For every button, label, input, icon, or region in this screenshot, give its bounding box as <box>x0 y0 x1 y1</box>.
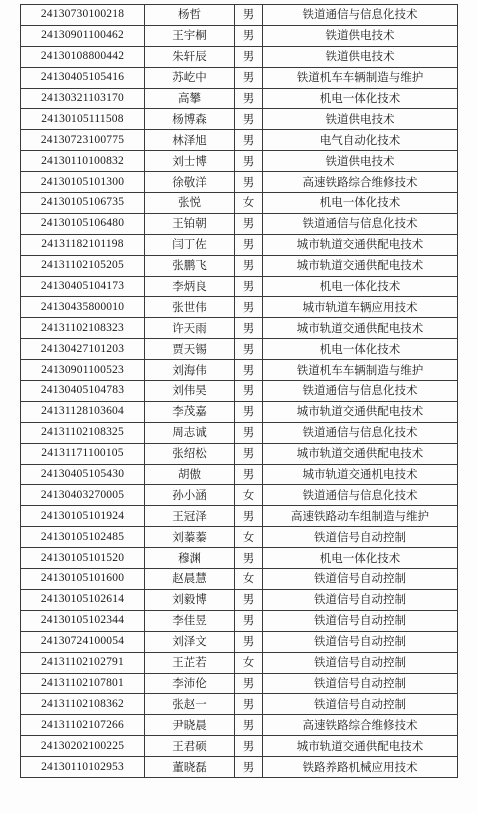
table-row <box>21 694 458 715</box>
table-row <box>21 673 458 694</box>
table-row <box>21 736 458 757</box>
gender-cell: 男 <box>235 757 263 778</box>
major-cell: 铁道供电技术 <box>263 46 458 67</box>
gender-cell: 男 <box>235 381 263 402</box>
table-row <box>21 213 458 234</box>
exam-number-cell: 24131102108325 <box>21 422 145 443</box>
exam-number-cell: 24130405104783 <box>21 381 145 402</box>
major-cell: 机电一体化技术 <box>263 88 458 109</box>
roster-body <box>21 5 458 778</box>
major-cell: 城市轨道交通供配电技术 <box>263 318 458 339</box>
table-row <box>21 757 458 778</box>
table-row <box>21 631 458 652</box>
table-row <box>21 46 458 67</box>
table-row <box>21 5 458 26</box>
student-name-cell: 李炳良 <box>145 276 235 297</box>
gender-cell: 男 <box>235 673 263 694</box>
gender-cell: 男 <box>235 589 263 610</box>
gender-cell: 男 <box>235 151 263 172</box>
gender-cell: 男 <box>235 25 263 46</box>
major-cell: 高速铁路动车组制造与维护 <box>263 506 458 527</box>
table-row <box>21 527 458 548</box>
exam-number-cell: 24131171100105 <box>21 443 145 464</box>
major-cell: 城市轨道车辆应用技术 <box>263 297 458 318</box>
gender-cell: 男 <box>235 255 263 276</box>
major-cell: 城市轨道交通供配电技术 <box>263 234 458 255</box>
major-cell: 城市轨道交通供配电技术 <box>263 736 458 757</box>
exam-number-cell: 24130405105430 <box>21 464 145 485</box>
student-name-cell: 许天雨 <box>145 318 235 339</box>
student-name-cell: 李佳昱 <box>145 610 235 631</box>
table-row <box>21 443 458 464</box>
gender-cell: 男 <box>235 339 263 360</box>
major-cell: 高速铁路综合维修技术 <box>263 172 458 193</box>
exam-number-cell: 24130105106480 <box>21 213 145 234</box>
major-cell: 铁道信号自动控制 <box>263 694 458 715</box>
gender-cell: 男 <box>235 109 263 130</box>
major-cell: 铁道信号自动控制 <box>263 631 458 652</box>
exam-number-cell: 24130901100462 <box>21 25 145 46</box>
gender-cell: 男 <box>235 88 263 109</box>
table-row <box>21 276 458 297</box>
table-row <box>21 109 458 130</box>
student-name-cell: 刘蓁蓁 <box>145 527 235 548</box>
gender-cell: 女 <box>235 485 263 506</box>
major-cell: 铁道通信与信息化技术 <box>263 422 458 443</box>
student-name-cell: 杨哲 <box>145 5 235 26</box>
exam-number-cell: 24130105102344 <box>21 610 145 631</box>
table-row <box>21 234 458 255</box>
table-row <box>21 318 458 339</box>
major-cell: 铁道供电技术 <box>263 151 458 172</box>
exam-number-cell: 24130403270005 <box>21 485 145 506</box>
exam-number-cell: 24130730100218 <box>21 5 145 26</box>
gender-cell: 女 <box>235 193 263 214</box>
major-cell: 铁道信号自动控制 <box>263 527 458 548</box>
major-cell: 铁道机车车辆制造与维护 <box>263 360 458 381</box>
student-name-cell: 李茂嘉 <box>145 401 235 422</box>
gender-cell: 男 <box>235 276 263 297</box>
exam-number-cell: 24130724100054 <box>21 631 145 652</box>
student-name-cell: 张绍松 <box>145 443 235 464</box>
student-name-cell: 苏屹中 <box>145 67 235 88</box>
table-row <box>21 548 458 569</box>
table-row <box>21 255 458 276</box>
gender-cell: 男 <box>235 5 263 26</box>
table-row <box>21 652 458 673</box>
student-name-cell: 刘伟昊 <box>145 381 235 402</box>
table-row <box>21 610 458 631</box>
student-name-cell: 高攀 <box>145 88 235 109</box>
student-name-cell: 张鹏飞 <box>145 255 235 276</box>
major-cell: 铁道信号自动控制 <box>263 673 458 694</box>
student-name-cell: 徐敬洋 <box>145 172 235 193</box>
student-name-cell: 林泽旭 <box>145 130 235 151</box>
table-row <box>21 422 458 443</box>
table-row <box>21 569 458 590</box>
exam-number-cell: 24130108800442 <box>21 46 145 67</box>
student-name-cell: 赵晨慧 <box>145 569 235 590</box>
major-cell: 铁道信号自动控制 <box>263 652 458 673</box>
gender-cell: 男 <box>235 234 263 255</box>
major-cell: 铁路养路机械应用技术 <box>263 757 458 778</box>
major-cell: 高速铁路综合维修技术 <box>263 715 458 736</box>
table-row <box>21 360 458 381</box>
exam-number-cell: 24130723100775 <box>21 130 145 151</box>
major-cell: 机电一体化技术 <box>263 339 458 360</box>
table-row <box>21 339 458 360</box>
gender-cell: 男 <box>235 610 263 631</box>
gender-cell: 男 <box>235 297 263 318</box>
table-row <box>21 715 458 736</box>
major-cell: 铁道供电技术 <box>263 25 458 46</box>
gender-cell: 男 <box>235 548 263 569</box>
major-cell: 铁道通信与信息化技术 <box>263 213 458 234</box>
exam-number-cell: 24130105101300 <box>21 172 145 193</box>
major-cell: 城市轨道交通机电技术 <box>263 464 458 485</box>
gender-cell: 男 <box>235 631 263 652</box>
student-name-cell: 王冠泽 <box>145 506 235 527</box>
exam-number-cell: 24130105102614 <box>21 589 145 610</box>
student-name-cell: 张赵一 <box>145 694 235 715</box>
student-name-cell: 王君硕 <box>145 736 235 757</box>
major-cell: 电气自动化技术 <box>263 130 458 151</box>
student-name-cell: 李沛伦 <box>145 673 235 694</box>
exam-number-cell: 24130110100832 <box>21 151 145 172</box>
student-name-cell: 闫丁佐 <box>145 234 235 255</box>
exam-number-cell: 24131102108323 <box>21 318 145 339</box>
major-cell: 铁道信号自动控制 <box>263 589 458 610</box>
exam-number-cell: 24131102107801 <box>21 673 145 694</box>
gender-cell: 女 <box>235 527 263 548</box>
gender-cell: 男 <box>235 443 263 464</box>
major-cell: 机电一体化技术 <box>263 193 458 214</box>
student-name-cell: 张世伟 <box>145 297 235 318</box>
student-name-cell: 周志诚 <box>145 422 235 443</box>
exam-number-cell: 24130105101520 <box>21 548 145 569</box>
student-name-cell: 刘士博 <box>145 151 235 172</box>
student-name-cell: 尹晓晨 <box>145 715 235 736</box>
major-cell: 铁道通信与信息化技术 <box>263 381 458 402</box>
exam-number-cell: 24131102107266 <box>21 715 145 736</box>
major-cell: 城市轨道交通供配电技术 <box>263 401 458 422</box>
exam-number-cell: 24130105106735 <box>21 193 145 214</box>
exam-number-cell: 24131182101198 <box>21 234 145 255</box>
gender-cell: 女 <box>235 652 263 673</box>
major-cell: 铁道供电技术 <box>263 109 458 130</box>
gender-cell: 男 <box>235 46 263 67</box>
major-cell: 城市轨道交通供配电技术 <box>263 255 458 276</box>
gender-cell: 男 <box>235 694 263 715</box>
table-row <box>21 172 458 193</box>
student-name-cell: 王铂朝 <box>145 213 235 234</box>
student-name-cell: 王芷若 <box>145 652 235 673</box>
table-row <box>21 506 458 527</box>
exam-number-cell: 24130405105416 <box>21 67 145 88</box>
student-name-cell: 王宇桐 <box>145 25 235 46</box>
gender-cell: 男 <box>235 422 263 443</box>
student-name-cell: 穆渊 <box>145 548 235 569</box>
gender-cell: 男 <box>235 67 263 88</box>
exam-number-cell: 24130110102953 <box>21 757 145 778</box>
table-row <box>21 401 458 422</box>
table-row <box>21 193 458 214</box>
student-name-cell: 杨博森 <box>145 109 235 130</box>
exam-number-cell: 24130405104173 <box>21 276 145 297</box>
major-cell: 城市轨道交通供配电技术 <box>263 443 458 464</box>
gender-cell: 男 <box>235 506 263 527</box>
exam-number-cell: 24130321103170 <box>21 88 145 109</box>
table-row <box>21 151 458 172</box>
exam-number-cell: 24130202100225 <box>21 736 145 757</box>
gender-cell: 男 <box>235 715 263 736</box>
exam-number-cell: 24131102108362 <box>21 694 145 715</box>
major-cell: 铁道机车车辆制造与维护 <box>263 67 458 88</box>
exam-number-cell: 24130105111508 <box>21 109 145 130</box>
exam-number-cell: 24130105101600 <box>21 569 145 590</box>
table-row <box>21 589 458 610</box>
gender-cell: 男 <box>235 318 263 339</box>
student-name-cell: 董晓磊 <box>145 757 235 778</box>
gender-cell: 男 <box>235 464 263 485</box>
table-row <box>21 297 458 318</box>
student-name-cell: 刘泽文 <box>145 631 235 652</box>
student-name-cell: 刘毅博 <box>145 589 235 610</box>
table-row <box>21 25 458 46</box>
table-row <box>21 381 458 402</box>
exam-number-cell: 24130427101203 <box>21 339 145 360</box>
student-name-cell: 朱轩辰 <box>145 46 235 67</box>
exam-number-cell: 24130901100523 <box>21 360 145 381</box>
exam-number-cell: 24130105101924 <box>21 506 145 527</box>
exam-number-cell: 24131102102791 <box>21 652 145 673</box>
table-row <box>21 67 458 88</box>
gender-cell: 男 <box>235 401 263 422</box>
student-name-cell: 刘海伟 <box>145 360 235 381</box>
table-row <box>21 485 458 506</box>
exam-number-cell: 24130105102485 <box>21 527 145 548</box>
exam-number-cell: 24131102105205 <box>21 255 145 276</box>
table-row <box>21 464 458 485</box>
gender-cell: 男 <box>235 360 263 381</box>
gender-cell: 男 <box>235 130 263 151</box>
gender-cell: 女 <box>235 569 263 590</box>
student-name-cell: 胡傲 <box>145 464 235 485</box>
student-name-cell: 张悦 <box>145 193 235 214</box>
student-name-cell: 贾天锡 <box>145 339 235 360</box>
major-cell: 铁道通信与信息化技术 <box>263 5 458 26</box>
table-row <box>21 130 458 151</box>
student-roster-table <box>20 4 458 778</box>
exam-number-cell: 24130435800010 <box>21 297 145 318</box>
major-cell: 机电一体化技术 <box>263 548 458 569</box>
major-cell: 铁道信号自动控制 <box>263 610 458 631</box>
gender-cell: 男 <box>235 213 263 234</box>
major-cell: 机电一体化技术 <box>263 276 458 297</box>
exam-number-cell: 24131128103604 <box>21 401 145 422</box>
gender-cell: 男 <box>235 736 263 757</box>
table-row <box>21 88 458 109</box>
gender-cell: 男 <box>235 172 263 193</box>
major-cell: 铁道信号自动控制 <box>263 569 458 590</box>
major-cell: 铁道通信与信息化技术 <box>263 485 458 506</box>
student-name-cell: 孙小涵 <box>145 485 235 506</box>
